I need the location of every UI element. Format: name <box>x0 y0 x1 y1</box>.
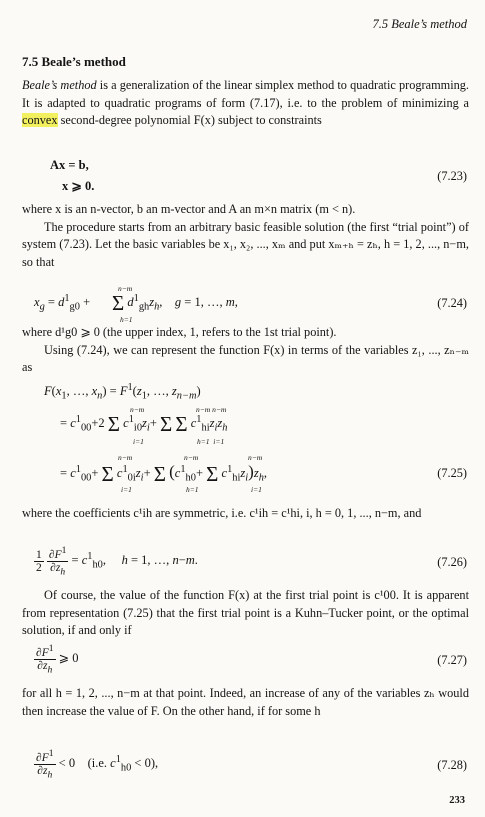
term-beales-method: Beale’s method <box>22 78 97 92</box>
section-heading: 7.5 Beale’s method <box>22 54 126 69</box>
eq-number-7-28: (7.28) <box>437 758 467 772</box>
paragraph-definitions: where x is an n-vector, b an m-vector and A an m×n matrix (m < n). The procedure starts from an arbitrary basic feasible solution (the first “trial point”) of system (7.23). Let the basic variables be x₁, x₂, ..., xₘ and put xₘ₊ₕ = zₕ, h = 1, 2, ..., n−m, so that <box>22 202 469 269</box>
book-page: 7.5 Beale’s method 7.5 Beale’s method Beale’s method is a generalization of the linear simplex method to quadratic programming. It is adapted to quadratic programs of form (7.17), i.e. to the problem of minimizing a convex second-degree polynomial F(x) subject to constraints Ax = b, x ⩾ 0. (7.23) where x is an n-vector, b an m-vector and A an m×n matrix (m < n). The procedure starts from an arbitrary basic feasible solution (the first “trial point”) of system (7.23). Let the basic variables be x₁, x₂, ..., xₘ and put xₘ₊ₕ = zₕ, h = 1, 2, ..., n−m, so that n−m $x_g = d^1_{g0} + \Sigma$ $d^1_{gh}z_h$, g = 1, …, m, h=1 (7.24) where d¹g0 ⩾ 0 (the upper index, 1, refers to the 1st trial point). Using (7.24), we can represent the function F(x) in terms of the variables z₁, ..., zₙ₋ₘ as $F(x_1$, …, $x_n) = F^1(z_1$, …, $z_{n-m}$) n−m n−m n−m = $c^1_{00}+2$ Σ $c^1_{i0}z_i+ \Sigma$ Σ $c^1_{hi}z_iz_h$ i=1 h=1 i=1 n−m n−m n−m = $c^1_{00}+ \Sigma$ $c^1_{0i}z_i+ \Sigma$ ($c^1_{h0}+ \Sigma$ $c^1_{hi}z_i)z_h$, i=1 h=1 i=1 (7.25) where the coefficients c¹ih are symmetric, i.e. c¹ih = c¹hi, i, h = 0, 1, ..., n−m, and $\frac{1}{2}$ $\frac{\partial F^1}{\partial z_h}$ = $c^1_{h0}$, h = 1, …, n−m. (7.26) Of course, the value of the function F(x) at the first trial point is c¹00. It is apparent from representation (7.25) that the first trial point is a Kuhn–Tucker point, or the optimal solution, if and only if $\frac{\partial F^1}{\partial z_h}$ ⩾ 0 (7.27) for all h = 1, 2, ..., n−m at that point. Indeed, an increase of any of the variables zₕ would then increase the value of F. On the other hand, if for some h $\frac{\partial F^1}{\partial z_h}$ < 0 (i.e. $c^1_{h0} < 0$), (7.28) 233 <box>22 17 469 806</box>
eq-number-7-24: (7.24) <box>437 296 467 310</box>
running-header: 7.5 Beale’s method <box>372 17 467 31</box>
eq-number-7-27: (7.27) <box>437 653 467 667</box>
paragraph-kuhn-tucker: Of course, the value of the function F(x) at the first trial point is c¹00. It is apparent from representation (7.25) that the first trial point is a Kuhn–Tucker point, or the optimal solution, if and only if <box>22 588 469 638</box>
paragraph-coefficients: where the coefficients c¹ih are symmetric, i.e. c¹ih = c¹hi, i, h = 0, 1, ..., n−m, and <box>22 506 422 520</box>
eq-number-7-25: (7.25) <box>437 466 467 480</box>
eq-number-7-23: (7.23) <box>437 169 467 183</box>
paragraph-intro: Beale’s method is a generalization of the linear simplex method to quadratic programming. It is adapted to quadratic programs of form (7.17), i.e. to the problem of minimizing a convex second-degree polynomial F(x) subject to constraints <box>22 78 469 128</box>
paragraph-using: where d¹g0 ⩾ 0 (the upper index, 1, refers to the 1st trial point). Using (7.24), we can represent the function F(x) in terms of the variables z₁, ..., zₙ₋ₘ as <box>22 325 469 375</box>
highlighted-word: convex <box>22 113 58 128</box>
paragraph-increase: for all h = 1, 2, ..., n−m at that point. Indeed, an increase of any of the variables zₕ would then increase the value of F. On the other hand, if for some h <box>22 686 469 718</box>
eq-number-7-26: (7.26) <box>437 555 467 569</box>
page-number: 233 <box>449 795 465 806</box>
